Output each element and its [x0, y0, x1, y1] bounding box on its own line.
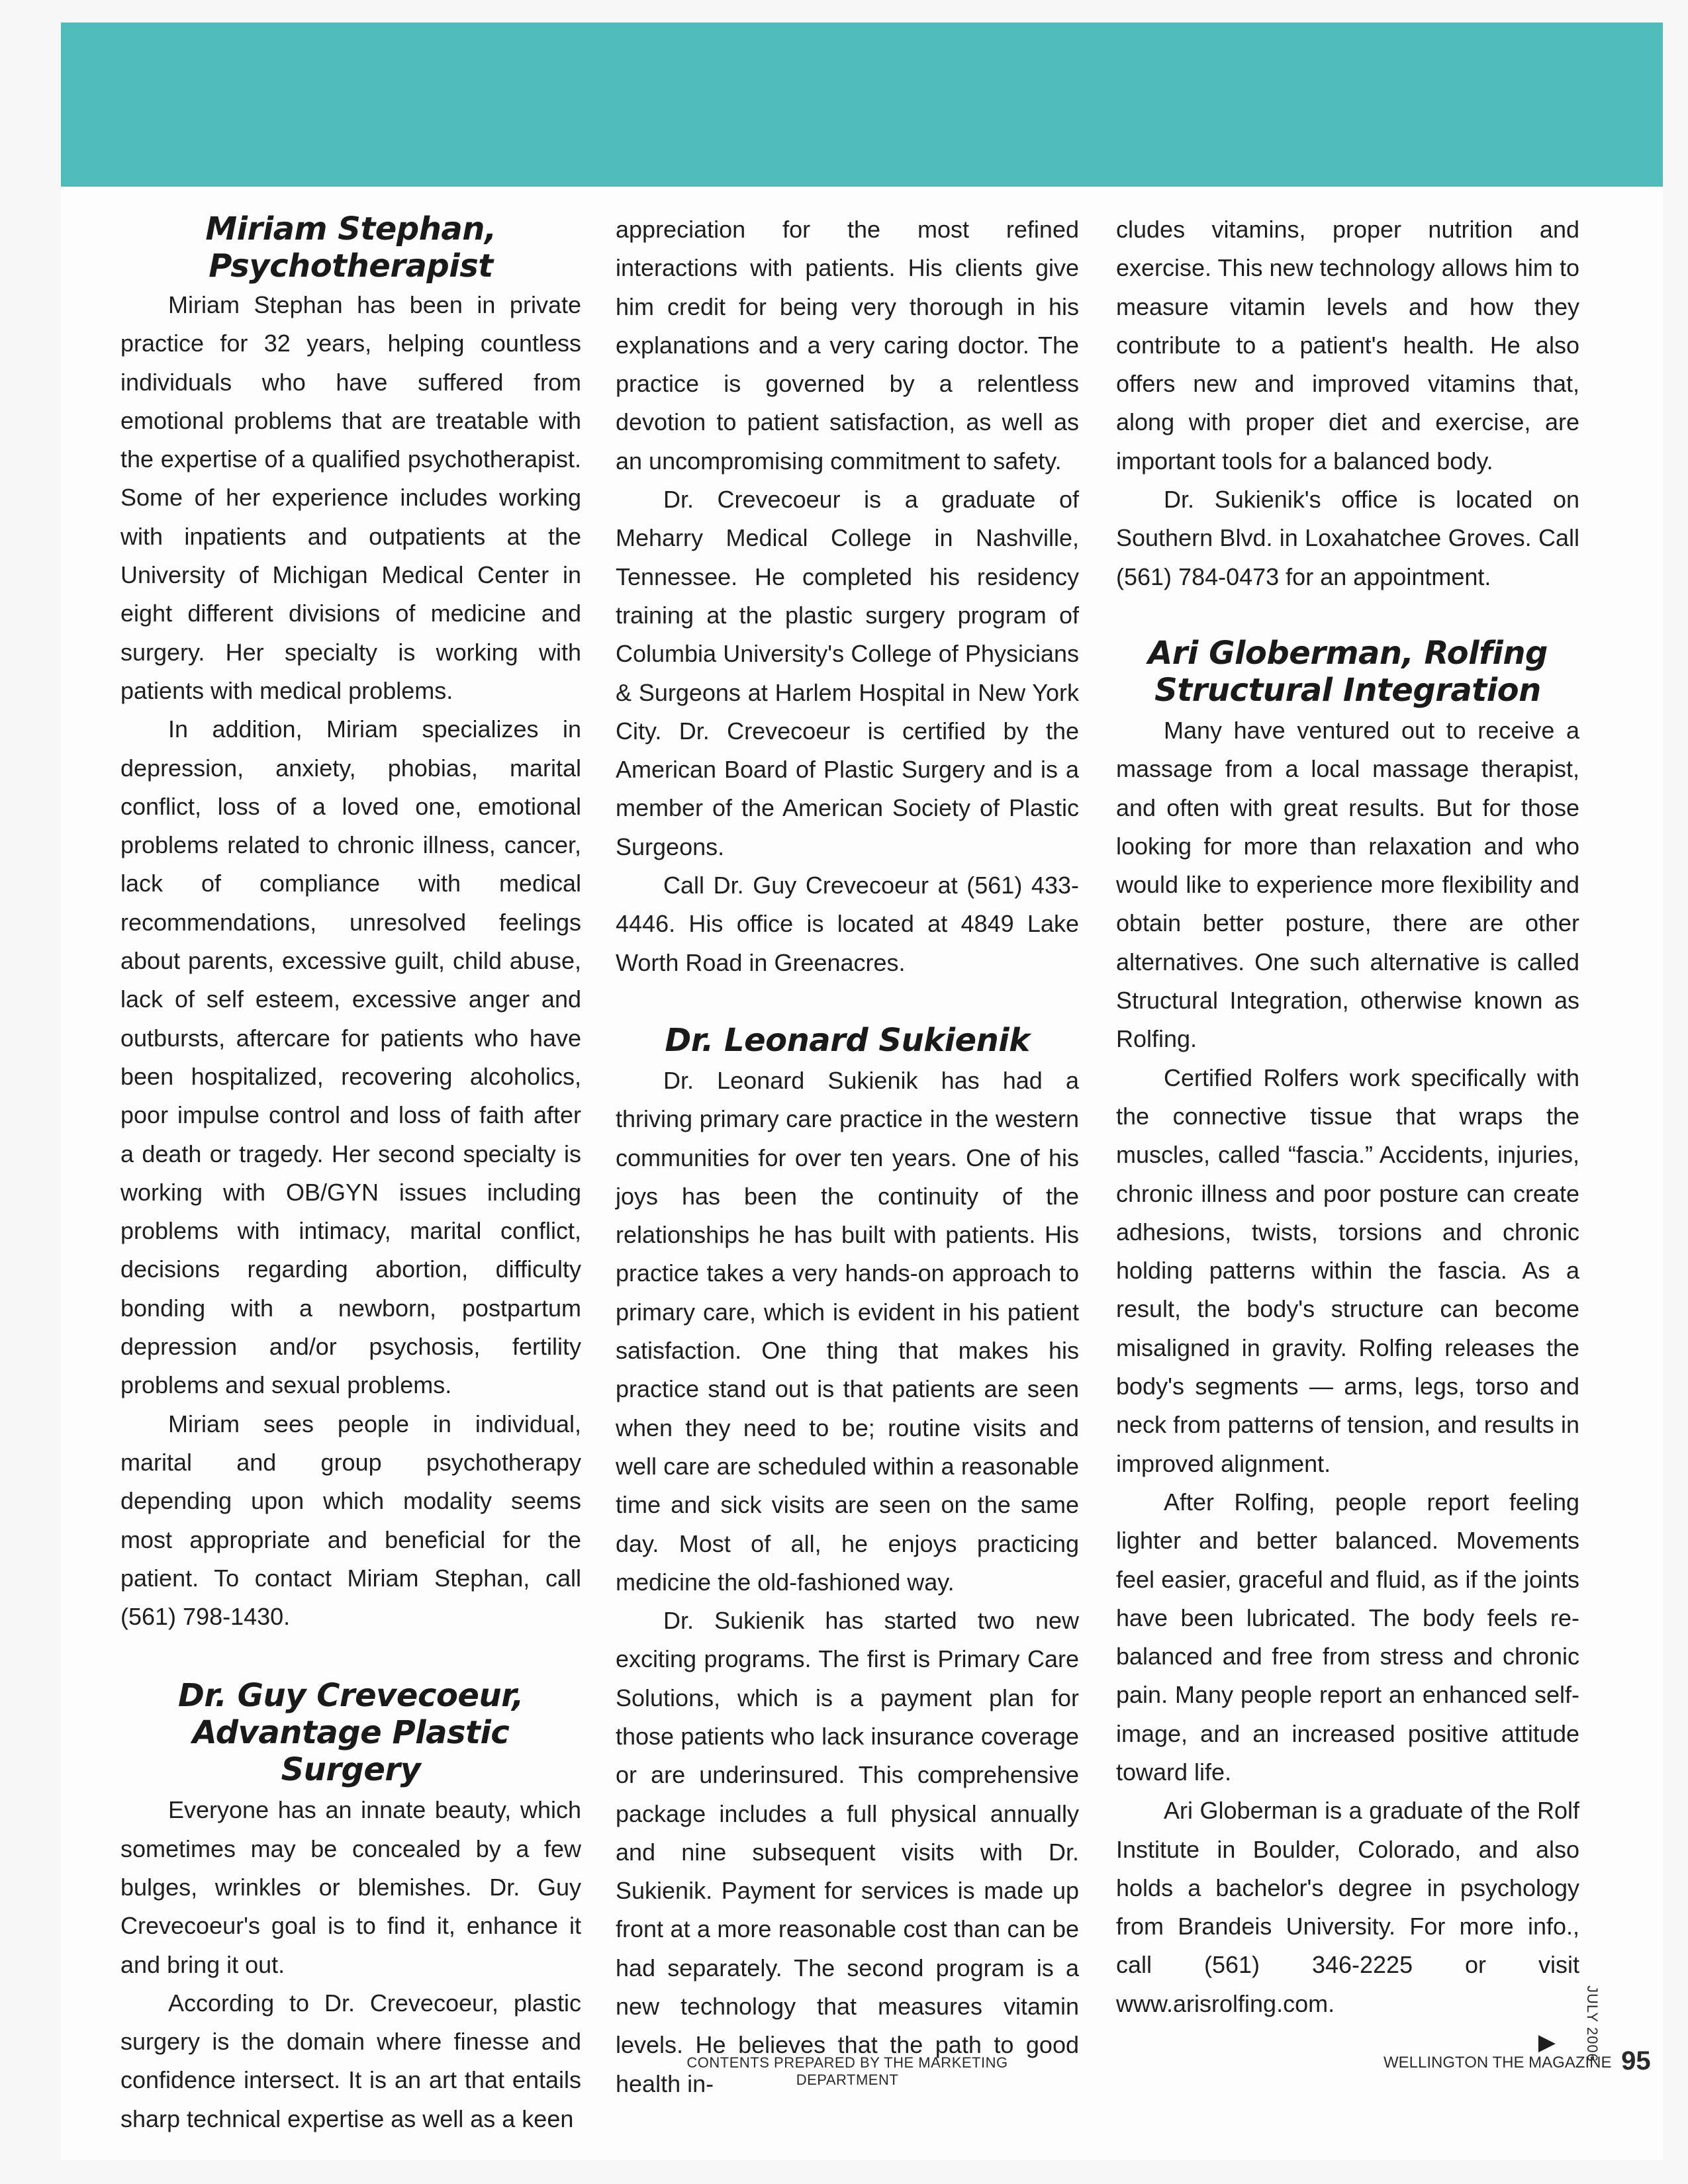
heading-line: Ari Globerman, Rolfing — [1148, 634, 1548, 672]
paragraph: According to Dr. Crevecoeur, plastic surgery is the domain where finesse and confidence intersect. It is an art that entails sharp technical expertise as well as a keen — [120, 1989, 581, 2132]
heading-line: Advantage Plastic Surgery — [192, 1714, 510, 1789]
paragraph: In addition, Miriam specializes in depression, anxiety, phobias, marital conflict, loss of a loved one, emotional problems related to chronic illness, cancer, lack of compliance with medical recommendations, unresolved feelings about parents, excessive guilt, child abuse, lack of self esteem, excessive anger and outbursts, aftercare for patients who have been hospitalized, recovering alcoholics, poor impulse control and loss of faith after a death or tragedy. Her second specialty is working with OB/GYN issues including problems with intimacy, marital conflict, decisions regarding abortion, difficulty bonding with a newborn, postpartum depression and/or psychosis, fertility problems and sexual problems. — [120, 715, 581, 1399]
column-right — [1116, 210, 1579, 2062]
paragraph: Ari Globerman is a graduate of the Rolf Institute in Boulder, Colorado, and also holds a bachelor's degree in psychology from Brandeis University. For more info., call (561) 346-2225 or visit www.arisrolfing.com. — [1116, 1797, 1579, 2017]
paragraph: Miriam sees people in individual, marital and group psychotherapy depending upon which modality seems most appropriate and beneficial for the patient. To contact Miriam Stephan, call (561) 798-1430. — [120, 1410, 581, 1631]
heading-line: Dr. Guy Crevecoeur, — [178, 1677, 524, 1715]
paragraph: Call Dr. Guy Crevecoeur at (561) 433-4446. His office is located at 4849 Lake Worth Road in Greenacres. — [616, 872, 1079, 976]
heading-guy-crevecoeur — [120, 1677, 581, 1788]
issue-date: JULY 2006 — [1584, 1985, 1601, 2062]
footer-credit: CONTENTS PREPARED BY THE MARKETING DEPARTMENT — [686, 2054, 1008, 2088]
paragraph: Everyone has an innate beauty, which sometimes may be concealed by a few bulges, wrinkles or blemishes. Dr. Guy Crevecoeur's goal is to find it, enhance it and bring it out. — [120, 1796, 581, 1978]
column-left — [120, 210, 581, 2138]
magazine-name: WELLINGTON THE MAGAZINE — [1383, 2054, 1612, 2071]
heading-line: Miriam Stephan, — [205, 210, 496, 248]
paragraph: Dr. Crevecoeur is a graduate of Meharry Medical College in Nashville, Tennessee. He completed his residency training at the plastic surgery program of Columbia University's College of Physicians & Surgeons at Harlem Hospital in New York City. Dr. Crevecoeur is certified by the American Board of Plastic Surgery and is a member of the American Society of Plastic Surgeons. — [616, 486, 1079, 860]
heading-leonard-sukienik — [616, 1022, 1079, 1059]
page-number: 95 — [1621, 2046, 1651, 2075]
paragraph: Miriam Stephan has been in private practice for 32 years, helping countless individuals who have suffered from emotional problems that are treatable with the expertise of a qualified psychotherapist. Some of her experience includes working with inpatients and outpatients at the University of Michigan Medical Center in eight different divisions of medicine and surgery. Her specialty is working with patients with medical problems. — [120, 291, 581, 704]
paragraph-continued: appreciation for the most refined interactions with patients. His clients give him credit for being very thorough in his explanations and a very caring doctor. The practice is governed by a relentless devotion to patient satisfaction, as well as an uncompromising commitment to safety. — [616, 216, 1079, 475]
paragraph-continued: cludes vitamins, proper nutrition and exercise. This new technology allows him to measure vitamin levels and how they contribute to a patient's health. He also offers new and improved vitamins that, along with proper diet and exercise, are important tools for a balanced body. — [1116, 216, 1579, 475]
heading-line: Psychotherapist — [209, 248, 493, 285]
right-triangle-icon: ▶ — [1538, 2030, 1556, 2056]
heading-line: Dr. Leonard Sukienik — [665, 1021, 1030, 1059]
paragraph: Certified Rolfers work specifically with the connective tissue that wraps the muscles, called “fascia.” Accidents, injuries, chronic illness and poor posture can create adhesions, twists, torsions and chronic holding patterns within the fascia. As a result, the body's structure can become misaligned in gravity. Rolfing releases the body's segments — arms, legs, torso and neck from patterns of tension, and results in improved alignment. — [1116, 1064, 1579, 1477]
heading-ari-globerman — [1116, 635, 1579, 709]
heading-line: Structural Integration — [1154, 671, 1541, 709]
paragraph: Many have ventured out to receive a massage from a local massage therapist, and often with great results. But for those looking for more than relaxation and who would like to experience more flexibility and obtain better posture, there are other alternatives. One such alternative is called Structural Integration, otherwise known as Rolfing. — [1116, 716, 1579, 1053]
header-color-banner — [61, 23, 1663, 187]
footer-folio — [1383, 2046, 1651, 2076]
heading-miriam-stephan — [120, 210, 581, 285]
paragraph: After Rolfing, people report feeling lighter and better balanced. Movements feel easier, graceful and fluid, as if the joints have been lubricated. The body feels re-balanced and free from stress and chronic pain. Many people report an enhanced self-image, and an increased positive attitude toward life. — [1116, 1488, 1579, 1786]
paragraph: Dr. Leonard Sukienik has had a thriving primary care practice in the western communities for over ten years. One of his joys has been the continuity of the relationships he has built with patients. His practice takes a very hands-on approach to primary care, which is evident in his patient satisfaction. One thing that makes his practice stand out is that patients are seen when they need to be; routine visits and well care are scheduled within a reasonable time and sick visits are seen on the same day. Most of all, he enjoys practicing medicine the old-fashioned way. — [616, 1066, 1079, 1596]
paragraph: Dr. Sukienik's office is located on Southern Blvd. in Loxahatchee Groves. Call (561) 784-0473 for an appointment. — [1116, 486, 1579, 590]
column-middle — [616, 210, 1079, 2103]
paragraph: Dr. Sukienik has started two new exciting programs. The first is Primary Care Solutions, which is a payment plan for those patients who lack insurance coverage or are underinsured. This comprehensive package includes a full physical annually and nine subsequent visits with Dr. Sukienik. Payment for services is made up front at a more reasonable cost than can be had separately. The second program is a new technology that measures vitamin levels. He believes that the path to good health in- — [616, 1607, 1079, 2097]
